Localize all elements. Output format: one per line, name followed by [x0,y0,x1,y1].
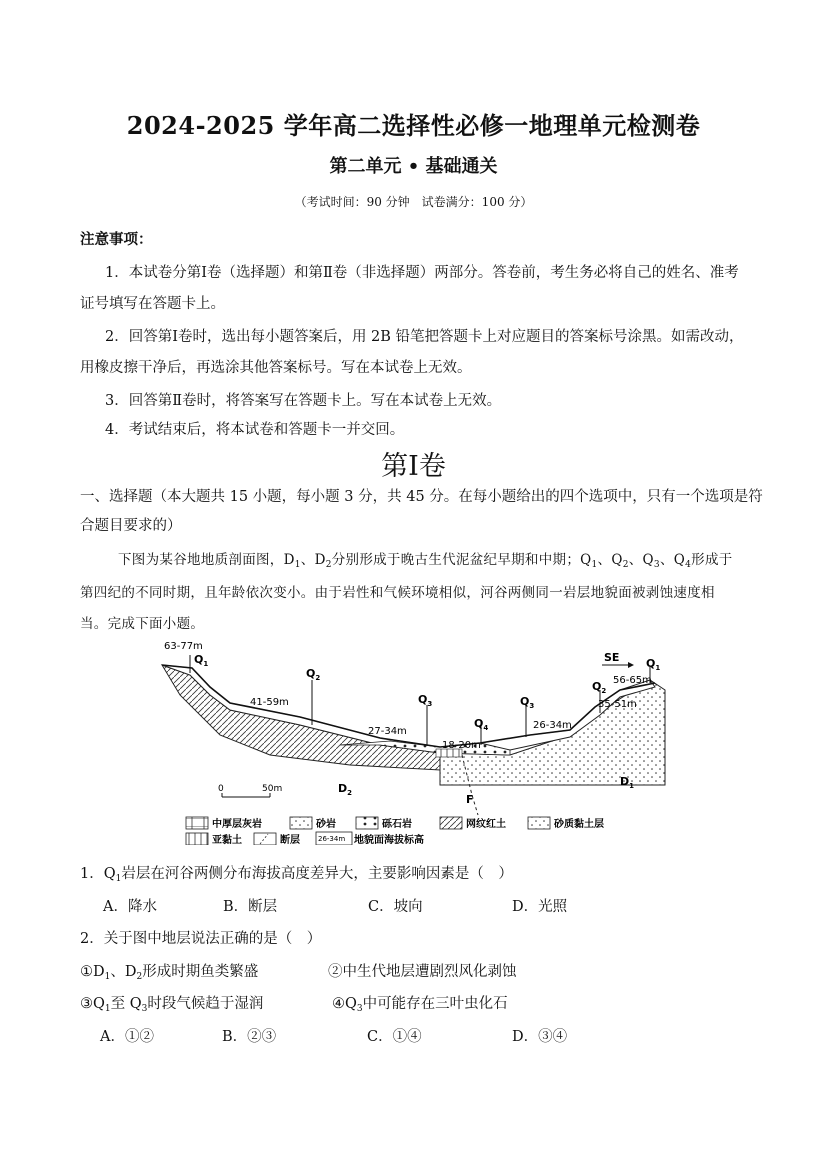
notice-item-2-line-1: 2．回答第Ⅰ卷时，选出每小题答案后，用 2B 铅笔把答题卡上对应题目的答案标号涂黑。如需改动， [105,329,744,345]
fault-label: F [466,793,474,806]
elevation-label-41-59: 41-59m [250,697,289,708]
q3-left-label: $Q_3$ [418,693,433,708]
q3-right-label: $Q_3$ [520,695,535,710]
question-2-option-a[interactable]: A．①② [100,1029,154,1045]
elevation-label-26-34: 26-34m [533,720,572,731]
passage-line-2: 第四纪的不同时期，且年龄依次变小。由于岩性和气候环境相似，河谷两侧同一岩层地貌面被剥蚀速度相 [80,585,715,601]
elevation-label-27-34: 27-34m [368,726,407,737]
passage-line-1: 下图为某谷地地质剖面图，$D_1$、$D_2$分别形成于晚古生代泥盆纪早期和中期；$Q_1$、$Q_2$、$Q_3$、$Q_4$形成于 [118,552,733,570]
legend-fault: 断层 [280,835,300,845]
question-2-option-b[interactable]: B．②③ [222,1029,277,1045]
direction-label: SE [604,651,620,664]
notice-item-1-line-1: 1．本试卷分第Ⅰ卷（选择题）和第Ⅱ卷（非选择题）两部分。答卷前，考生务必将自己的姓名、准考 [105,265,739,281]
elevation-label-18-20: 18-20m [442,740,481,751]
question-2-option-c[interactable]: C．①④ [367,1029,422,1045]
question-1-stem: 1．$Q_1$岩层在河谷两侧分布海拔高度差异大，主要影响因素是（ ） [80,866,513,884]
q2-right-label: $Q_2$ [592,680,607,695]
question-2-option-d[interactable]: D．③④ [512,1029,568,1045]
question-2-statement-1: $①D_1$、$D_2$形成时期鱼类繁盛 [80,964,259,982]
notice-heading: 注意事项： [80,231,153,248]
legend-red-soil: 网纹红土 [466,819,506,830]
question-2-stem: 2．关于图中地层说法正确的是（ ） [80,931,322,947]
q4-label: $Q_4$ [474,717,489,732]
question-2-statement-3: $③Q_1$至 $Q_3$时段气候趋于湿润 [80,996,264,1014]
legend-swatch-limestone [186,817,208,829]
legend-swatch-sandy-clay [528,817,550,829]
legend-subclay: 亚黏土 [212,835,242,845]
notice-item-2-line-2: 用橡皮擦干净后，再选涂其他答案标号。写在本试卷上无效。 [80,360,472,376]
document-subtitle: 第二单元 • 基础通关 [329,156,498,177]
section-instruction-line-1: 一、选择题（本大题共 15 小题，每小题 3 分，共 45 分。在每小题给出的四个选项中，只有一个选项是符 [80,489,763,505]
legend-swatch-sandstone [290,817,312,829]
notice-item-3: 3．回答第Ⅱ卷时，将答案写在答题卡上。写在本试卷上无效。 [105,393,502,409]
elevation-label-56-65: 56-65m [613,675,652,686]
scale-50m: 50m [262,784,283,794]
legend-swatch-fault [254,833,276,845]
legend-swatch-red-soil [440,817,462,829]
scale-zero: 0 [218,784,224,794]
question-1-option-b[interactable]: B．断层 [223,899,278,915]
legend-elevation: 地貌面海拔标高 [354,835,424,845]
legend-limestone: 中厚层灰岩 [212,819,262,830]
question-1-option-a[interactable]: A．降水 [103,899,157,915]
elevation-label-35-51: 35-51m [598,699,637,710]
d2-label: $D_2$ [338,782,353,797]
notice-item-1-line-2: 证号填写在答题卡上。 [80,296,225,312]
notice-item-4: 4．考试结束后，将本试卷和答题卡一并交回。 [105,422,405,438]
question-2-statement-2: ②中生代地层遭剧烈风化剥蚀 [328,964,517,980]
legend-swatch-subclay [186,833,208,845]
d1-label: $D_1$ [620,775,635,790]
q1-right-label: $Q_1$ [646,657,661,672]
q1-left-label: $Q_1$ [194,653,209,668]
section-instruction-line-2: 合题目要求的） [80,518,182,534]
question-2-statement-4: $④Q_3$中可能存在三叶虫化石 [332,996,508,1014]
legend-sandstone: 砂岩 [316,819,336,830]
passage-line-3: 当。完成下面小题。 [80,616,205,632]
document-title: 2024-2025 学年高二选择性必修一地理单元检测卷 [126,111,701,140]
exam-info: （考试时间：90 分钟 试卷满分：100 分） [294,195,533,209]
elevation-label-63-77: 63-77m [164,641,203,652]
section-heading: 第Ⅰ卷 [381,451,446,482]
geologic-section-figure [150,635,680,845]
question-1-option-d[interactable]: D．光照 [512,899,568,915]
legend-gravel: 砾石岩 [382,819,412,830]
q2-left-label: $Q_2$ [306,667,321,682]
legend-swatch-gravel [356,817,378,829]
legend-sandy-clay: 砂质黏土层 [554,819,604,830]
legend-swatch-elevation-text: 26-34m [318,835,346,843]
question-1-option-c[interactable]: C．坡向 [368,899,423,915]
